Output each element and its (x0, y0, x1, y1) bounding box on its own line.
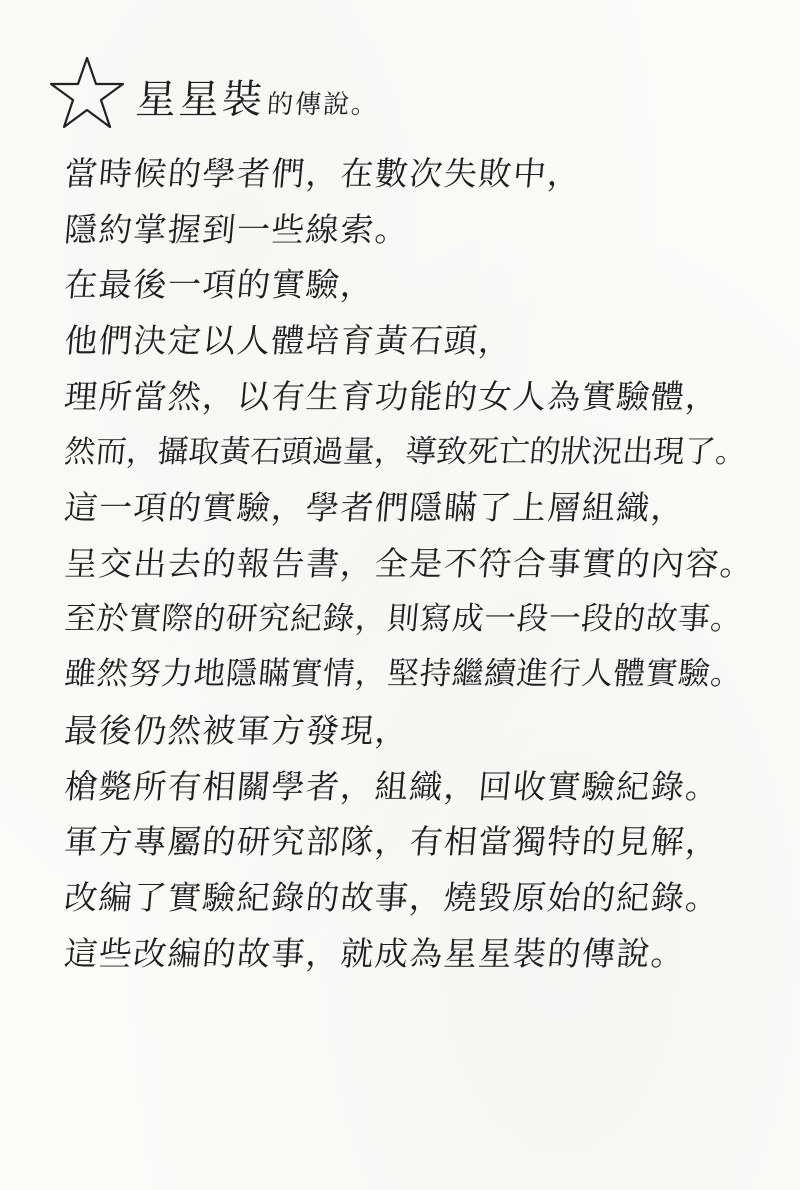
text-line: 這一項的實驗，學者們隱瞞了上層組織， (62, 488, 688, 528)
page-title: 星星裝 (134, 77, 267, 123)
text-line: 他們決定以人體培育黃石頭， (62, 321, 515, 361)
text-line: 軍方專屬的研究部隊，有相當獨特的見解， (62, 822, 722, 862)
text-line: 在最後一項的實驗， (62, 265, 377, 305)
text-line: 然而，攝取黃石頭過量，導致死亡的狀況出現了。 (62, 433, 749, 470)
text-line: 呈交出去的報告書，全是不符合事實的內容。 (62, 543, 757, 583)
text-line: 雖然努力地隱瞞實情，堅持繼續進行人體實驗。 (62, 656, 745, 693)
text-line: 這些改編的故事，就成為星星裝的傳說。 (62, 933, 688, 973)
text-line: 最後仍然被軍方發現， (62, 711, 412, 751)
star-outline-icon (48, 54, 126, 132)
handwritten-text-block (62, 146, 782, 982)
text-line: 槍斃所有相關學者，組織，回收實驗紀錄。 (62, 766, 722, 806)
text-line: 隱約掌握到一些線索。 (62, 209, 412, 249)
text-line: 理所當然，以有生育功能的女人為實驗體， (62, 376, 722, 416)
text-line: 改編了實驗紀錄的故事，燒毀原始的紀錄。 (62, 878, 722, 918)
text-line: 至於實際的研究紀錄，則寫成一段一段的故事。 (62, 600, 745, 637)
text-line: 當時候的學者們，在數次失敗中， (62, 154, 584, 193)
page-title-suffix: 的傳說。 (265, 90, 381, 120)
title-row (48, 42, 379, 132)
